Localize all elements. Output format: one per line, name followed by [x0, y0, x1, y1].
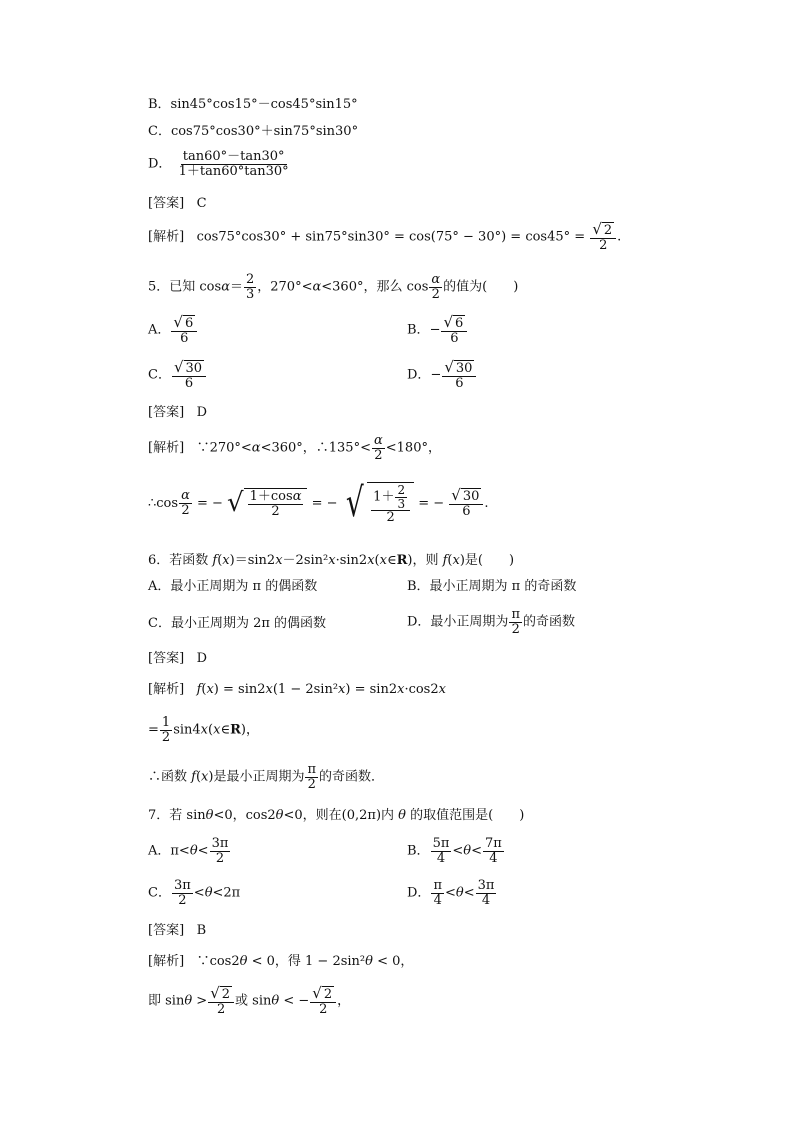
- q7-solution-line1: [解析] ∵cos2θ < 0，得 1 − 2sin²θ < 0，: [148, 954, 414, 969]
- q4-answer: [答案] C: [148, 196, 207, 211]
- q7-option-b: B． $\frac{5\pi}{4}$ <θ< $\frac{7\pi}{4}$: [407, 836, 502, 866]
- q5-answer: [答案] D: [148, 405, 207, 420]
- q7-answer: [答案] B: [148, 923, 207, 938]
- fraction: $\frac{\tan 60^\circ-\tan 30^\circ}{1+\tan 60^\circ\tan 30^\circ}$: [178, 149, 289, 179]
- q7-option-a: A．π<θ< $\frac{3\pi}{2}$: [148, 836, 229, 866]
- q4-option-b: B．sin45°cos15°－cos45°sin15°: [148, 97, 358, 112]
- q6-option-d: D．最小正周期为 $\frac{\pi}{2}$ 的奇函数: [407, 607, 575, 637]
- q6-solution-line3: ∴函数 f(x)是最小正周期为 $\frac{\pi}{2}$ 的奇函数．: [148, 762, 385, 792]
- q5-solution-line1: [解析] ∵270°<α<360°，∴135°< $\frac{\alpha}{2}$ <180°，: [148, 433, 441, 463]
- q6-stem: 6．若函数 f(x)＝sin2x－2sin²x·sin2x(x∈R)，则 f(x)是( ): [148, 553, 515, 568]
- q5-solution-line2: ∴cos $\frac{\alpha}{2}$ = − √ $\frac{1+\cos\alpha}{2}$ = − √ 1＋ $\frac{2}{3}$ 2 = − √ 30 6 .: [148, 480, 489, 527]
- q6-option-a: A．最小正周期为 π 的偶函数: [148, 579, 318, 594]
- q6-option-c: C．最小正周期为 2π 的偶函数: [148, 616, 327, 631]
- q4-option-c: C．cos75°cos30°＋sin75°sin30°: [148, 124, 359, 139]
- q7-option-d: D． $\frac{\pi}{4}$ <θ< $\frac{3\pi}{4}$: [407, 878, 495, 908]
- q6-solution-line1: [解析] f(x) = sin2x(1 − 2sin²x) = sin2x·cos2x: [148, 682, 446, 697]
- q7-solution-line2: 即 sinθ > √ 2 2 或 sinθ < − √ 2 2 ，: [148, 984, 351, 1017]
- q6-answer: [答案] D: [148, 651, 207, 666]
- q7-option-c: C． $\frac{3\pi}{2}$ <θ<2π: [148, 878, 241, 908]
- q5-option-a: A． √ 6 6: [148, 315, 198, 345]
- q7-stem: 7．若 sinθ<0，cos2θ<0，则在(0,2π)内 θ 的取值范围是( ): [148, 808, 525, 823]
- q5-stem: 5．已知 cosα＝ $\frac{2}{3}$ ，270°<α<360°，那么 cos $\frac{\alpha}{2}$ 的值为( ): [148, 272, 519, 302]
- q6-option-b: B．最小正周期为 π 的奇函数: [407, 579, 577, 594]
- q5-option-d: D．− √ 30 6: [407, 360, 477, 390]
- q4-solution: [解析] cos75°cos30° + sin75°sin30° = cos(75° − 30°) = cos45° = √ 2 2 .: [148, 220, 622, 253]
- q4-option-d: D． $\frac{\tan 60^\circ-\tan 30^\circ}{1+\tan 60^\circ\tan 30^\circ}$: [148, 149, 289, 179]
- q6-solution-line2: = $\frac{1}{2}$ sin4x(x∈R)，: [148, 715, 259, 745]
- q5-option-b: B．− √ 6 6: [407, 315, 468, 345]
- q5-option-c: C． √ 30 6: [148, 360, 207, 390]
